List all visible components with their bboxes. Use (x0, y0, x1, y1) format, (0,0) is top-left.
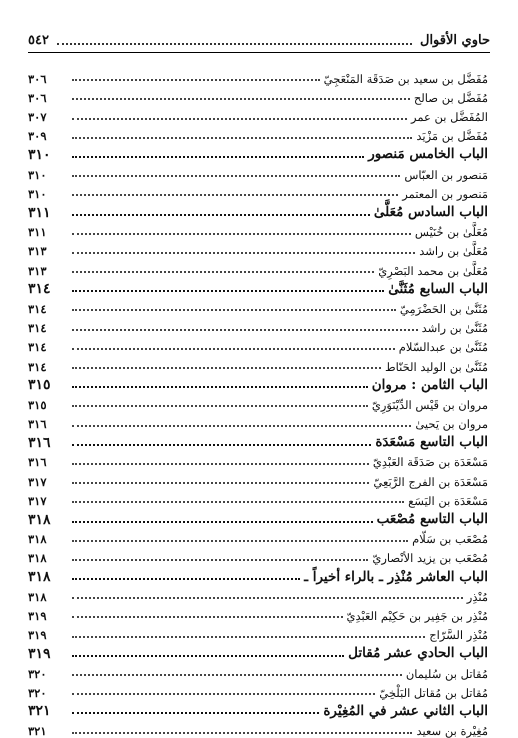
toc-entry (28, 527, 490, 546)
entry-page-number: ٣١٨ (28, 532, 47, 547)
dotted-leader (72, 636, 425, 638)
entry-text: مَنصور بن المعتمر (402, 186, 488, 201)
entry-text: مُفَضَّل بن مَزْيَد (416, 129, 488, 144)
entry-page-number: ٣١٨ (28, 551, 47, 566)
dotted-leader (72, 655, 344, 657)
dotted-leader (72, 118, 407, 120)
toc-entry (28, 104, 490, 123)
dotted-leader (72, 501, 404, 503)
entry-text: مُغِيْرة بن سعيد (416, 724, 488, 738)
entry-page-number: ٣١٤ (28, 281, 51, 298)
entry-text: مُعَلَّىٰ بن خُنَيْس (414, 225, 488, 240)
entry-text: مَسْعَدَة بن اليَسَع (408, 493, 488, 508)
entry-text: الباب الثاني عشر في المُغِيْرة (323, 702, 488, 719)
header-rule (28, 52, 490, 53)
entry-text: مُنْذِر السَّرّاج (429, 628, 488, 643)
toc-entry (28, 680, 490, 699)
toc-entry (28, 85, 490, 104)
toc-entry (28, 603, 490, 622)
dotted-leader (72, 175, 400, 177)
entry-text: مَنصور بن العبّاس (404, 167, 488, 182)
page-number: ٥٤٢ (28, 32, 49, 48)
dotted-leader (72, 329, 418, 331)
entry-page-number: ٣١٧ (28, 474, 47, 489)
dotted-leader (72, 137, 412, 139)
toc-entry (28, 258, 490, 277)
entry-page-number: ٣١٥ (28, 377, 51, 394)
dotted-leader (72, 405, 368, 407)
entry-text: مروان بن يَحيىٰ (415, 417, 488, 432)
entry-text: مُنْذِر بن جَفِير بن حَكِيْم العَبْدِيّ (346, 608, 488, 623)
dotted-leader (72, 233, 411, 235)
entry-page-number: ٣١١ (28, 204, 51, 221)
entry-page-number: ٣٠٦ (28, 90, 47, 105)
entry-page-number: ٣١٤ (28, 301, 47, 316)
entry-page-number: ٣١٨ (28, 569, 51, 586)
entry-text: مُعَلَّىٰ بن محمد البَصْرِيّ (378, 263, 488, 278)
entry-text: مُصْعَب بن سَلّام (412, 532, 488, 547)
dotted-leader (72, 386, 368, 388)
toc-chapter-heading (28, 507, 490, 526)
toc-entry (28, 622, 490, 641)
toc-entry (28, 354, 490, 373)
dotted-leader (72, 693, 375, 695)
entry-text: مَسْعَدَة بن صَدَقَة العَبْدِيّ (372, 455, 488, 470)
entry-page-number: ٣١٠ (28, 167, 47, 182)
toc-entry (28, 220, 490, 239)
dotted-leader (72, 348, 395, 350)
dotted-leader (72, 463, 369, 465)
entry-text: مُنْذِر (466, 589, 488, 604)
entry-text: مُفَضَّل بن سعيد بن صَدَقَة المَنْعَجِيّ (323, 71, 488, 86)
entry-page-number: ٣٠٦ (28, 71, 47, 86)
toc-entry (28, 450, 490, 469)
entry-page-number: ٣١٤ (28, 359, 47, 374)
toc-chapter-heading (28, 642, 490, 661)
entry-page-number: ٣١٨ (28, 589, 47, 604)
toc-entry (28, 66, 490, 85)
dotted-leader (72, 540, 408, 542)
toc-chapter-heading (28, 565, 490, 584)
dotted-leader (72, 290, 384, 292)
dotted-leader (72, 214, 370, 216)
toc-chapter-heading (28, 373, 490, 392)
dotted-leader (72, 674, 402, 676)
dotted-leader (72, 367, 381, 369)
dotted-leader (72, 482, 369, 484)
dotted-leader (72, 271, 374, 273)
entry-page-number: ٣١٦ (28, 417, 47, 432)
entry-text: الباب السابع مُثَنَّىٰ (388, 280, 488, 297)
entry-page-number: ٣٢٠ (28, 685, 47, 700)
toc-entry (28, 335, 490, 354)
toc-entry (28, 546, 490, 565)
entry-text: الباب العاشر مُنْذِر ـ بالراء أخيراً ـ (304, 568, 488, 585)
toc-entry (28, 469, 490, 488)
entry-text: الباب التاسع مُصْعَب (376, 511, 488, 527)
entry-text: الباب الحادي عشر مُقاتل (348, 645, 488, 662)
entry-page-number: ٣١٩ (28, 645, 51, 662)
entry-text: مُثَنَّىٰ بن الحَضْرَمِيّ (399, 301, 488, 316)
toc-entry (28, 584, 490, 603)
dotted-leader (72, 79, 320, 81)
entry-text: مُثَنَّىٰ بن عبدالسّلام (398, 340, 488, 355)
dotted-leader (72, 156, 364, 158)
entry-text: مَسْعَدَة بن الفرج الرَّبَعِيّ (373, 474, 488, 489)
dotted-leader (72, 521, 373, 523)
toc-entry (28, 315, 490, 334)
entry-text: الباب الخامس مَنصور (368, 146, 488, 163)
dotted-leader (72, 425, 411, 427)
toc-chapter-heading (28, 200, 490, 219)
entry-text: الباب الثامن : مروان (371, 376, 488, 393)
entry-text: الباب التاسع مَسْعَدَة (375, 434, 488, 451)
dotted-leader (72, 98, 410, 100)
entry-page-number: ٣١٨ (28, 511, 51, 528)
running-header (28, 28, 490, 52)
dotted-leader (72, 616, 343, 618)
toc-entry (28, 411, 490, 430)
toc-chapter-heading (28, 699, 490, 718)
header-leader (57, 35, 412, 45)
entry-page-number: ٣١٣ (28, 244, 47, 259)
entry-text: مُعَلَّىٰ بن راشد (419, 244, 488, 259)
toc-chapter-heading (28, 431, 490, 450)
entry-text: مُصْعَب بن يزيد الأنْصاريّ (372, 551, 488, 566)
dotted-leader (72, 252, 415, 254)
entry-text: مُقاتل بن مُقاتل البَلْخِيّ (379, 685, 488, 700)
toc-entry (28, 181, 490, 200)
toc-entry (28, 296, 490, 315)
dotted-leader (72, 732, 412, 734)
entry-page-number: ٣٠٧ (28, 110, 47, 125)
entry-page-number: ٣١٤ (28, 340, 47, 355)
dotted-leader (72, 559, 368, 561)
toc-chapter-heading (28, 143, 490, 162)
entry-page-number: ٣١١ (28, 225, 47, 240)
entry-text: مُفَضَّل بن صالح (413, 90, 488, 105)
dotted-leader (72, 444, 371, 446)
entry-text: مُثَنَّىٰ بن راشد (421, 321, 488, 336)
dotted-leader (72, 194, 398, 196)
toc-entry (28, 162, 490, 181)
entry-page-number: ٣١٦ (28, 434, 51, 451)
entry-text: المُفَضَّل بن عمر (411, 110, 488, 125)
entry-page-number: ٣١٠ (28, 146, 51, 163)
entry-page-number: ٣١٤ (28, 321, 47, 336)
running-title: حاوي الأقوال (420, 32, 490, 48)
entry-text: مُقاتل بن سُليمان (405, 666, 488, 681)
entry-page-number: ٣١٣ (28, 263, 47, 278)
dotted-leader (72, 712, 319, 714)
dotted-leader (72, 309, 396, 311)
toc-entry (28, 488, 490, 507)
table-of-contents (28, 66, 490, 738)
toc-entry (28, 239, 490, 258)
dotted-leader (72, 578, 300, 580)
dotted-leader (72, 597, 463, 599)
entry-page-number: ٣٠٩ (28, 129, 47, 144)
entry-page-number: ٣٢١ (28, 724, 47, 738)
toc-entry (28, 661, 490, 680)
entry-page-number: ٣١٠ (28, 186, 47, 201)
entry-page-number: ٣١٥ (28, 397, 47, 412)
entry-page-number: ٣١٦ (28, 455, 47, 470)
toc-entry (28, 392, 490, 411)
entry-page-number: ٣١٧ (28, 493, 47, 508)
entry-page-number: ٣١٩ (28, 628, 47, 643)
entry-text: مروان بن قَيْس الدِّيْنَوَرِيّ (371, 397, 488, 412)
entry-text: مُثَنَّىٰ بن الوليد الحَنّاط (385, 359, 488, 374)
entry-text: الباب السادس مُعَلَّىٰ (373, 204, 488, 220)
entry-page-number: ٣١٩ (28, 608, 47, 623)
entry-page-number: ٣٢١ (28, 703, 51, 720)
toc-chapter-heading (28, 277, 490, 296)
toc-entry (28, 124, 490, 143)
entry-page-number: ٣٢٠ (28, 666, 47, 681)
